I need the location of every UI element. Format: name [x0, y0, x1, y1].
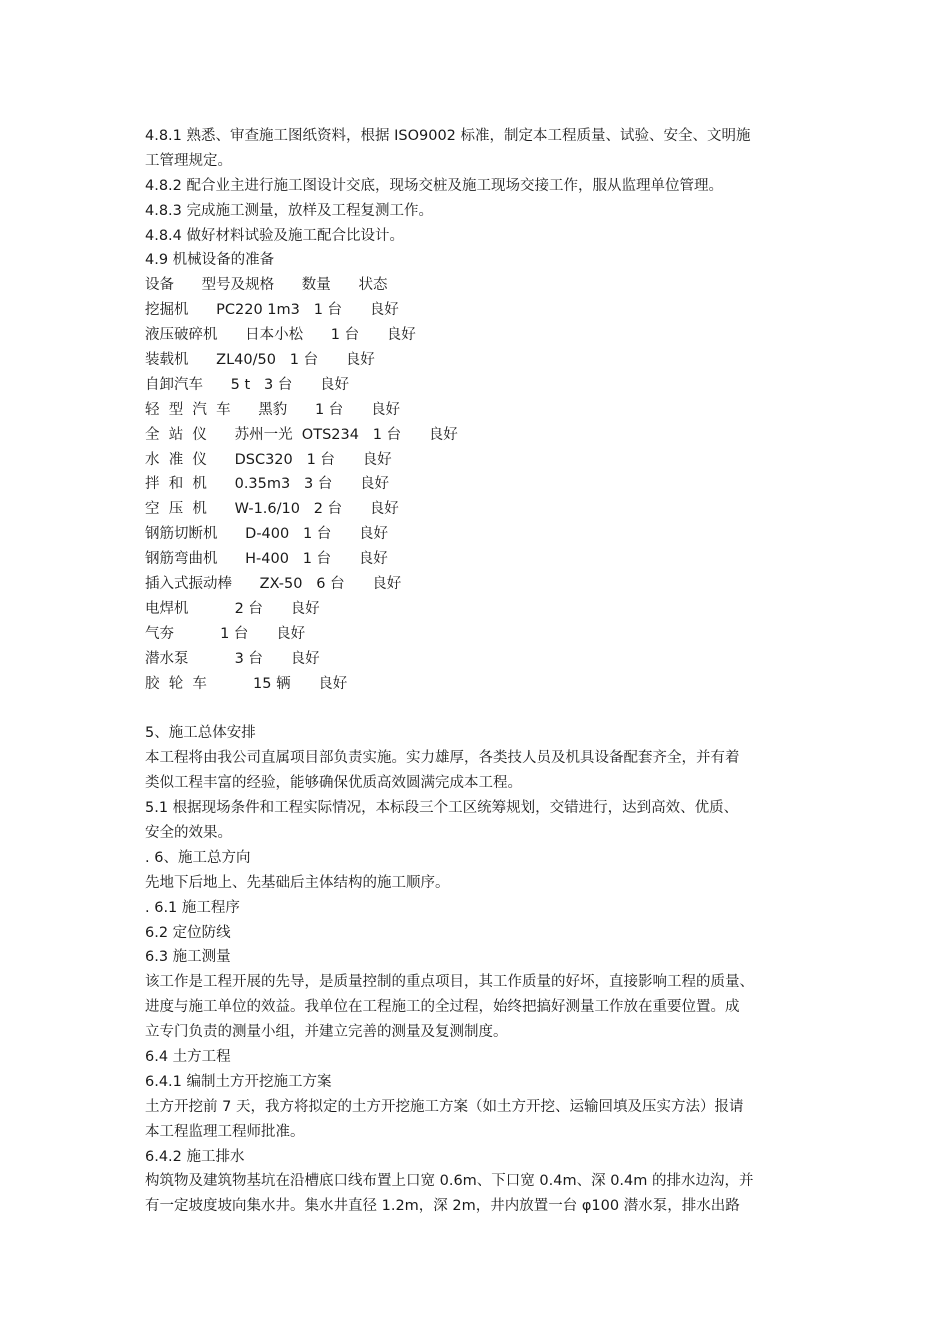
text-line: 全 站 仪 苏州一光 OTS234 1 台 良好 — [145, 426, 458, 443]
text-line: 5.1 根据现场条件和工程实际情况，本标段三个工区统筹规划，交错进行，达到高效、优质、 — [145, 800, 739, 817]
text-line: 空 压 机 W-1.6/10 2 台 良好 — [145, 501, 399, 518]
text-line: 水 准 仪 DSC320 1 台 良好 — [145, 451, 392, 468]
text-line: 气夯 1 台 良好 — [145, 625, 306, 642]
text-line: 自卸汽车 5 t 3 台 良好 — [145, 376, 349, 393]
text-line: . 6、施工总方向 — [145, 849, 251, 866]
text-line: 工管理规定。 — [145, 152, 232, 169]
text-line: 本工程将由我公司直属项目部负责实施。实力雄厚，各类技人员及机具设备配套齐全，并有着 — [145, 750, 740, 767]
text-line: 4.8.1 熟悉、审查施工图纸资料，根据 ISO9002 标准，制定本工程质量、试验、安全、文明施 — [145, 128, 751, 144]
text-line: 6.3 施工测量 — [145, 949, 231, 966]
text-line: 立专门负责的测量小组，并建立完善的测量及复测制度。 — [145, 1024, 508, 1041]
text-line: 4.8.2 配合业主进行施工图设计交底，现场交桩及施工现场交接工作，服从监理单位管理。 — [145, 177, 723, 194]
text-line: 潜水泵 3 台 良好 — [145, 650, 320, 667]
text-line: . 6.1 施工程序 — [145, 899, 240, 916]
text-line: 胶 轮 车 15 辆 良好 — [145, 675, 348, 692]
text-line: 类似工程丰富的经验，能够确保优质高效圆满完成本工程。 — [145, 775, 522, 792]
text-line: 钢筋弯曲机 H-400 1 台 良好 — [145, 551, 388, 568]
text-line: 装载机 ZL40/50 1 台 良好 — [145, 352, 375, 369]
text-line: 进度与施工单位的效益。我单位在工程施工的全过程，始终把搞好测量工作放在重要位置。成 — [145, 999, 740, 1016]
text-line: 轻 型 汽 车 黑豹 1 台 良好 — [145, 401, 400, 418]
text-line: 有一定坡度坡向集水井。集水井直径 1.2m，深 2m，井内放置一台 φ100 潜水泵，排水出路 — [145, 1198, 740, 1215]
text-line: 电焊机 2 台 良好 — [145, 600, 320, 617]
text-line: 土方开挖前 7 天，我方将拟定的土方开挖施工方案（如土方开挖、运输回填及压实方法）报请 — [145, 1098, 744, 1115]
text-line: 插入式振动棒 ZX-50 6 台 良好 — [145, 576, 402, 593]
text-line: 设备 型号及规格 数量 状态 — [145, 277, 388, 294]
text-line: 6.4 土方工程 — [145, 1048, 231, 1065]
text-line: 4.9 机械设备的准备 — [145, 252, 275, 269]
text-line: 6.4.1 编制土方开挖施工方案 — [145, 1073, 332, 1090]
text-line: 构筑物及建筑物基坑在沿槽底口线布置上口宽 0.6m、下口宽 0.4m、深 0.4m 的排水边沟，并 — [145, 1173, 754, 1190]
text-line: 钢筋切断机 D-400 1 台 良好 — [145, 526, 389, 543]
text-line: 该工作是工程开展的先导，是质量控制的重点项目，其工作质量的好坏，直接影响工程的质量、 — [145, 974, 754, 991]
text-line: 5、施工总体安排 — [145, 725, 256, 742]
text-line: 6.4.2 施工排水 — [145, 1148, 245, 1165]
text-line: 液压破碎机 日本小松 1 台 良好 — [145, 327, 416, 344]
blank-line — [145, 696, 815, 721]
text-line: 拌 和 机 0.35m3 3 台 良好 — [145, 476, 390, 493]
text-line: 挖掘机 PC220 1m3 1 台 良好 — [145, 302, 399, 319]
text-line: 本工程监理工程师批准。 — [145, 1123, 305, 1140]
text-line: 6.2 定位防线 — [145, 924, 231, 941]
text-line: 先地下后地上、先基础后主体结构的施工顺序。 — [145, 874, 450, 891]
document-body — [145, 124, 815, 1219]
text-line: 4.8.3 完成施工测量，放样及工程复测工作。 — [145, 202, 434, 219]
text-line: 安全的效果。 — [145, 824, 232, 841]
text-line: 4.8.4 做好材料试验及施工配合比设计。 — [145, 227, 405, 244]
